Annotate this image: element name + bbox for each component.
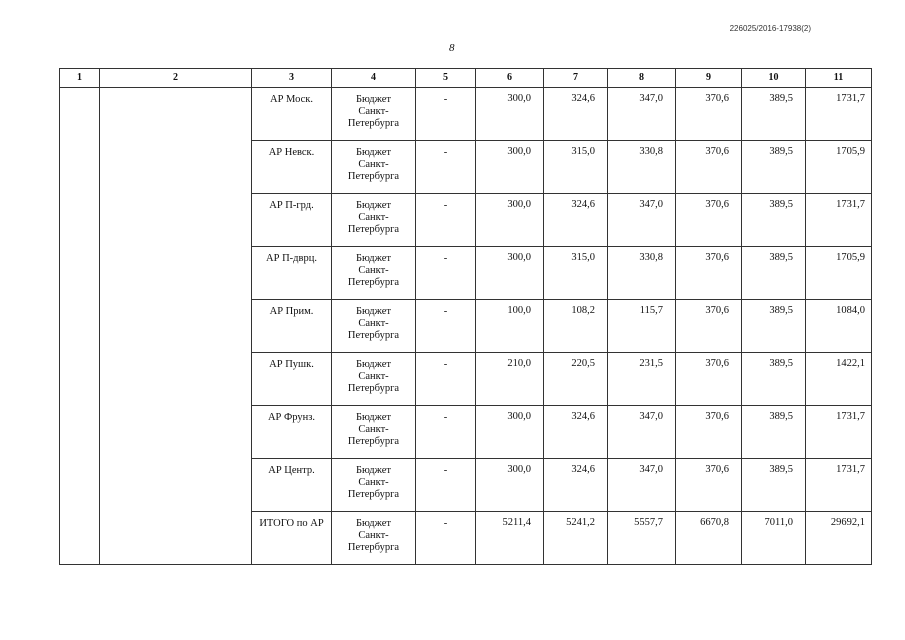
funding-source-line: Бюджет xyxy=(355,147,392,158)
value-cell-11: 1731,7 xyxy=(806,194,872,247)
district-cell: АР Пушк. xyxy=(252,353,332,406)
column-5-cell: - xyxy=(416,459,476,512)
value-cell-11: 1084,0 xyxy=(806,300,872,353)
value-cell-10: 389,5 xyxy=(742,194,806,247)
value-cell-11: 1731,7 xyxy=(806,406,872,459)
funding-source-line: Санкт- xyxy=(358,212,389,223)
funding-source-cell xyxy=(332,194,416,247)
value-cell-7: 5241,2 xyxy=(544,512,608,565)
value-cell-6: 5211,4 xyxy=(476,512,544,565)
funding-source-line: Бюджет xyxy=(355,518,392,529)
funding-source-cell xyxy=(332,406,416,459)
column-header-6: 6 xyxy=(476,69,544,88)
funding-source-line: Бюджет xyxy=(355,412,392,423)
value-cell-10: 389,5 xyxy=(742,247,806,300)
funding-source-line: Санкт- xyxy=(358,530,389,541)
value-cell-8: 347,0 xyxy=(608,406,676,459)
value-cell-10: 389,5 xyxy=(742,300,806,353)
value-cell-6: 300,0 xyxy=(476,88,544,141)
value-cell-7: 324,6 xyxy=(544,194,608,247)
column-5-cell: - xyxy=(416,194,476,247)
funding-source-cell xyxy=(332,141,416,194)
value-cell-6: 300,0 xyxy=(476,141,544,194)
header-row xyxy=(60,69,872,88)
value-cell-11: 29692,1 xyxy=(806,512,872,565)
value-cell-8: 330,8 xyxy=(608,141,676,194)
funding-source-line: Петербурга xyxy=(347,330,400,341)
value-cell-9: 370,6 xyxy=(676,247,742,300)
col-2-merged-cell xyxy=(100,88,252,565)
funding-source-line: Бюджет xyxy=(355,306,392,317)
page-number: 8 xyxy=(449,42,455,54)
funding-source-line: Санкт- xyxy=(358,159,389,170)
funding-source-line: Бюджет xyxy=(355,253,392,264)
value-cell-7: 220,5 xyxy=(544,353,608,406)
district-cell: АР Прим. xyxy=(252,300,332,353)
value-cell-9: 370,6 xyxy=(676,300,742,353)
table-row xyxy=(60,88,872,141)
funding-source-line: Бюджет xyxy=(355,465,392,476)
column-header-11: 11 xyxy=(806,69,872,88)
value-cell-8: 231,5 xyxy=(608,353,676,406)
funding-source-line: Санкт- xyxy=(358,477,389,488)
district-cell: ИТОГО по АР xyxy=(252,512,332,565)
col-1-merged-cell xyxy=(60,88,100,565)
column-header-10: 10 xyxy=(742,69,806,88)
value-cell-6: 300,0 xyxy=(476,459,544,512)
value-cell-8: 347,0 xyxy=(608,194,676,247)
funding-source-line: Бюджет xyxy=(355,94,392,105)
value-cell-10: 389,5 xyxy=(742,353,806,406)
funding-source-line: Петербурга xyxy=(347,489,400,500)
column-5-cell: - xyxy=(416,353,476,406)
column-header-8: 8 xyxy=(608,69,676,88)
column-header-5: 5 xyxy=(416,69,476,88)
district-cell: АР Невск. xyxy=(252,141,332,194)
funding-source-cell xyxy=(332,459,416,512)
funding-source-line: Бюджет xyxy=(355,200,392,211)
value-cell-7: 324,6 xyxy=(544,459,608,512)
value-cell-11: 1705,9 xyxy=(806,247,872,300)
value-cell-9: 370,6 xyxy=(676,194,742,247)
value-cell-8: 347,0 xyxy=(608,459,676,512)
value-cell-11: 1422,1 xyxy=(806,353,872,406)
value-cell-9: 370,6 xyxy=(676,459,742,512)
funding-source-line: Петербурга xyxy=(347,224,400,235)
value-cell-10: 389,5 xyxy=(742,406,806,459)
funding-source-cell xyxy=(332,88,416,141)
funding-source-cell xyxy=(332,353,416,406)
value-cell-9: 370,6 xyxy=(676,353,742,406)
budget-table xyxy=(59,68,872,565)
district-cell: АР Моск. xyxy=(252,88,332,141)
value-cell-9: 370,6 xyxy=(676,406,742,459)
value-cell-10: 389,5 xyxy=(742,88,806,141)
column-5-cell: - xyxy=(416,406,476,459)
value-cell-10: 7011,0 xyxy=(742,512,806,565)
funding-source-line: Петербурга xyxy=(347,542,400,553)
value-cell-7: 315,0 xyxy=(544,247,608,300)
table-body xyxy=(60,88,872,565)
value-cell-6: 300,0 xyxy=(476,247,544,300)
funding-source-line: Петербурга xyxy=(347,436,400,447)
funding-source-line: Петербурга xyxy=(347,277,400,288)
document-id: 226025/2016-17938(2) xyxy=(729,24,811,33)
column-header-4: 4 xyxy=(332,69,416,88)
value-cell-11: 1705,9 xyxy=(806,141,872,194)
value-cell-6: 300,0 xyxy=(476,406,544,459)
funding-source-line: Петербурга xyxy=(347,171,400,182)
funding-source-cell xyxy=(332,512,416,565)
funding-source-line: Санкт- xyxy=(358,318,389,329)
column-header-2: 2 xyxy=(100,69,252,88)
value-cell-8: 115,7 xyxy=(608,300,676,353)
column-header-1: 1 xyxy=(60,69,100,88)
district-cell: АР П-дврц. xyxy=(252,247,332,300)
value-cell-11: 1731,7 xyxy=(806,459,872,512)
value-cell-8: 5557,7 xyxy=(608,512,676,565)
column-header-7: 7 xyxy=(544,69,608,88)
value-cell-8: 347,0 xyxy=(608,88,676,141)
funding-source-line: Санкт- xyxy=(358,371,389,382)
funding-source-line: Бюджет xyxy=(355,359,392,370)
value-cell-9: 370,6 xyxy=(676,88,742,141)
value-cell-7: 324,6 xyxy=(544,88,608,141)
column-5-cell: - xyxy=(416,300,476,353)
column-header-9: 9 xyxy=(676,69,742,88)
funding-source-line: Санкт- xyxy=(358,106,389,117)
value-cell-7: 108,2 xyxy=(544,300,608,353)
value-cell-7: 324,6 xyxy=(544,406,608,459)
column-5-cell: - xyxy=(416,512,476,565)
district-cell: АР П-грд. xyxy=(252,194,332,247)
value-cell-9: 370,6 xyxy=(676,141,742,194)
value-cell-11: 1731,7 xyxy=(806,88,872,141)
value-cell-10: 389,5 xyxy=(742,459,806,512)
value-cell-6: 100,0 xyxy=(476,300,544,353)
value-cell-8: 330,8 xyxy=(608,247,676,300)
value-cell-9: 6670,8 xyxy=(676,512,742,565)
column-header-3: 3 xyxy=(252,69,332,88)
funding-source-cell xyxy=(332,247,416,300)
funding-source-line: Санкт- xyxy=(358,424,389,435)
funding-source-line: Петербурга xyxy=(347,383,400,394)
value-cell-7: 315,0 xyxy=(544,141,608,194)
column-5-cell: - xyxy=(416,247,476,300)
value-cell-6: 300,0 xyxy=(476,194,544,247)
district-cell: АР Центр. xyxy=(252,459,332,512)
funding-source-line: Санкт- xyxy=(358,265,389,276)
column-5-cell: - xyxy=(416,141,476,194)
district-cell: АР Фрунз. xyxy=(252,406,332,459)
funding-source-cell xyxy=(332,300,416,353)
funding-source-line: Петербурга xyxy=(347,118,400,129)
value-cell-6: 210,0 xyxy=(476,353,544,406)
column-5-cell: - xyxy=(416,88,476,141)
value-cell-10: 389,5 xyxy=(742,141,806,194)
